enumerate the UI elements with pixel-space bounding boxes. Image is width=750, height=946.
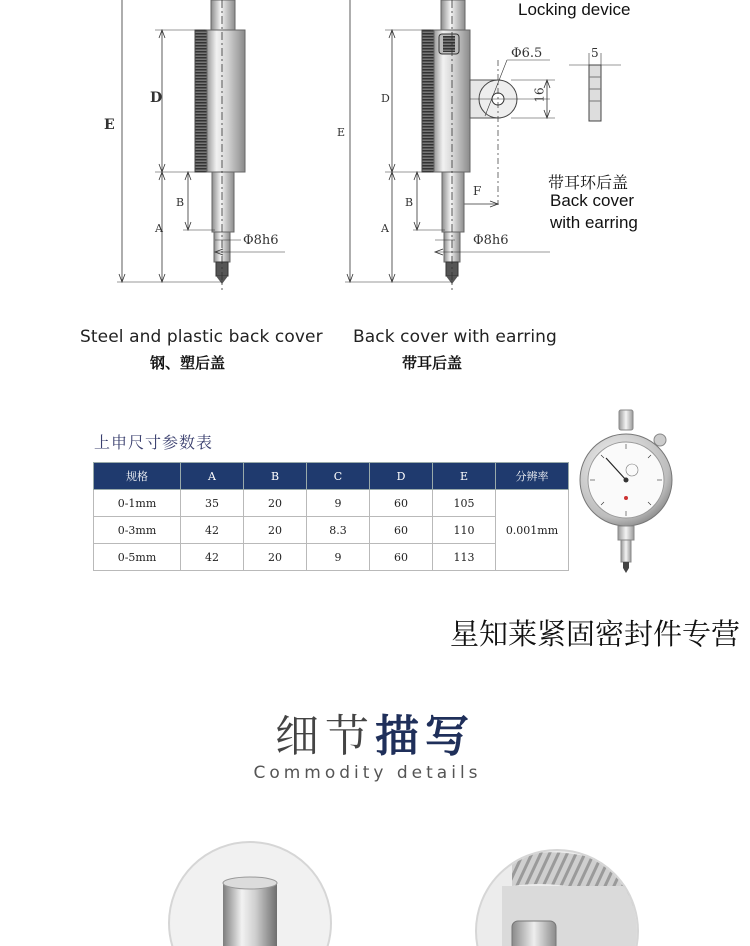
lug-thickness-label: 5: [591, 46, 599, 60]
brand-banner: 星知莱紧固密封件专营: [450, 617, 741, 651]
dim-f-label: F: [473, 184, 482, 198]
header-a: A: [181, 463, 244, 490]
dim-a-label-right: A: [381, 222, 389, 235]
header-spec: 规格: [94, 463, 181, 490]
header-c: C: [307, 463, 370, 490]
header-b: B: [244, 463, 307, 490]
table-cell: 8.3: [307, 517, 370, 544]
table-cell: 60: [370, 517, 433, 544]
details-title-bold: 描写: [375, 711, 475, 762]
detail-circle-bezel: [472, 846, 642, 946]
caption-left-zh: 钢、塑后盖: [150, 354, 226, 372]
table-cell: 0-3mm: [94, 517, 181, 544]
caption-left-en: Steel and plastic back cover: [80, 327, 323, 347]
hole-diameter-label: Φ6.5: [511, 46, 543, 61]
spec-table: [93, 462, 569, 571]
header-resolution: 分辨率: [496, 463, 569, 490]
caption-right-en: Back cover with earring: [353, 327, 557, 347]
table-cell: 9: [307, 490, 370, 517]
table-cell: 113: [433, 544, 496, 571]
table-cell: 60: [370, 544, 433, 571]
header-e: E: [433, 463, 496, 490]
spec-table-title: 上申尺寸参数表: [94, 433, 214, 452]
table-cell: 20: [244, 490, 307, 517]
dial-gauge-photo: [578, 408, 678, 574]
details-heading: [0, 700, 750, 764]
right-dimension-drawing: [335, 0, 565, 290]
table-cell: 110: [433, 517, 496, 544]
details-title-light: 细节: [275, 711, 375, 762]
dim-e-label-left: E: [104, 117, 115, 133]
table-row: [94, 490, 569, 517]
table-cell: 42: [181, 544, 244, 571]
table-cell: 20: [244, 517, 307, 544]
header-d: D: [370, 463, 433, 490]
earring-label-zh: 带耳环后盖: [548, 173, 629, 192]
stem-diameter-label-left: Φ8h6: [243, 233, 279, 248]
earring-label-en-2: with earring: [550, 213, 638, 232]
dim-d-label-right: D: [381, 92, 390, 105]
spec-table-header-row: [94, 463, 569, 490]
table-cell: 35: [181, 490, 244, 517]
detail-circle-stem: [165, 838, 335, 946]
table-cell: 0-5mm: [94, 544, 181, 571]
table-cell: 60: [370, 490, 433, 517]
locking-device-label: Locking device: [518, 0, 631, 19]
earring-label-en-1: Back cover: [550, 191, 635, 210]
table-cell: 0-1mm: [94, 490, 181, 517]
dim-b-label-right: B: [405, 196, 414, 209]
table-cell: 9: [307, 544, 370, 571]
caption-right-zh: 带耳后盖: [402, 354, 463, 372]
dim-b-label-left: B: [176, 196, 185, 209]
table-cell: 42: [181, 517, 244, 544]
table-cell: 20: [244, 544, 307, 571]
dim-d-label-left: D: [150, 90, 163, 106]
dim-a-label-left: A: [155, 222, 163, 235]
dim-e-label-right: E: [337, 126, 346, 139]
resolution-cell: 0.001mm: [496, 490, 569, 571]
lug-height-label: 16: [532, 87, 547, 103]
table-cell: 105: [433, 490, 496, 517]
details-subtitle: Commodity details: [253, 763, 482, 783]
stem-diameter-label-right: Φ8h6: [473, 233, 509, 248]
